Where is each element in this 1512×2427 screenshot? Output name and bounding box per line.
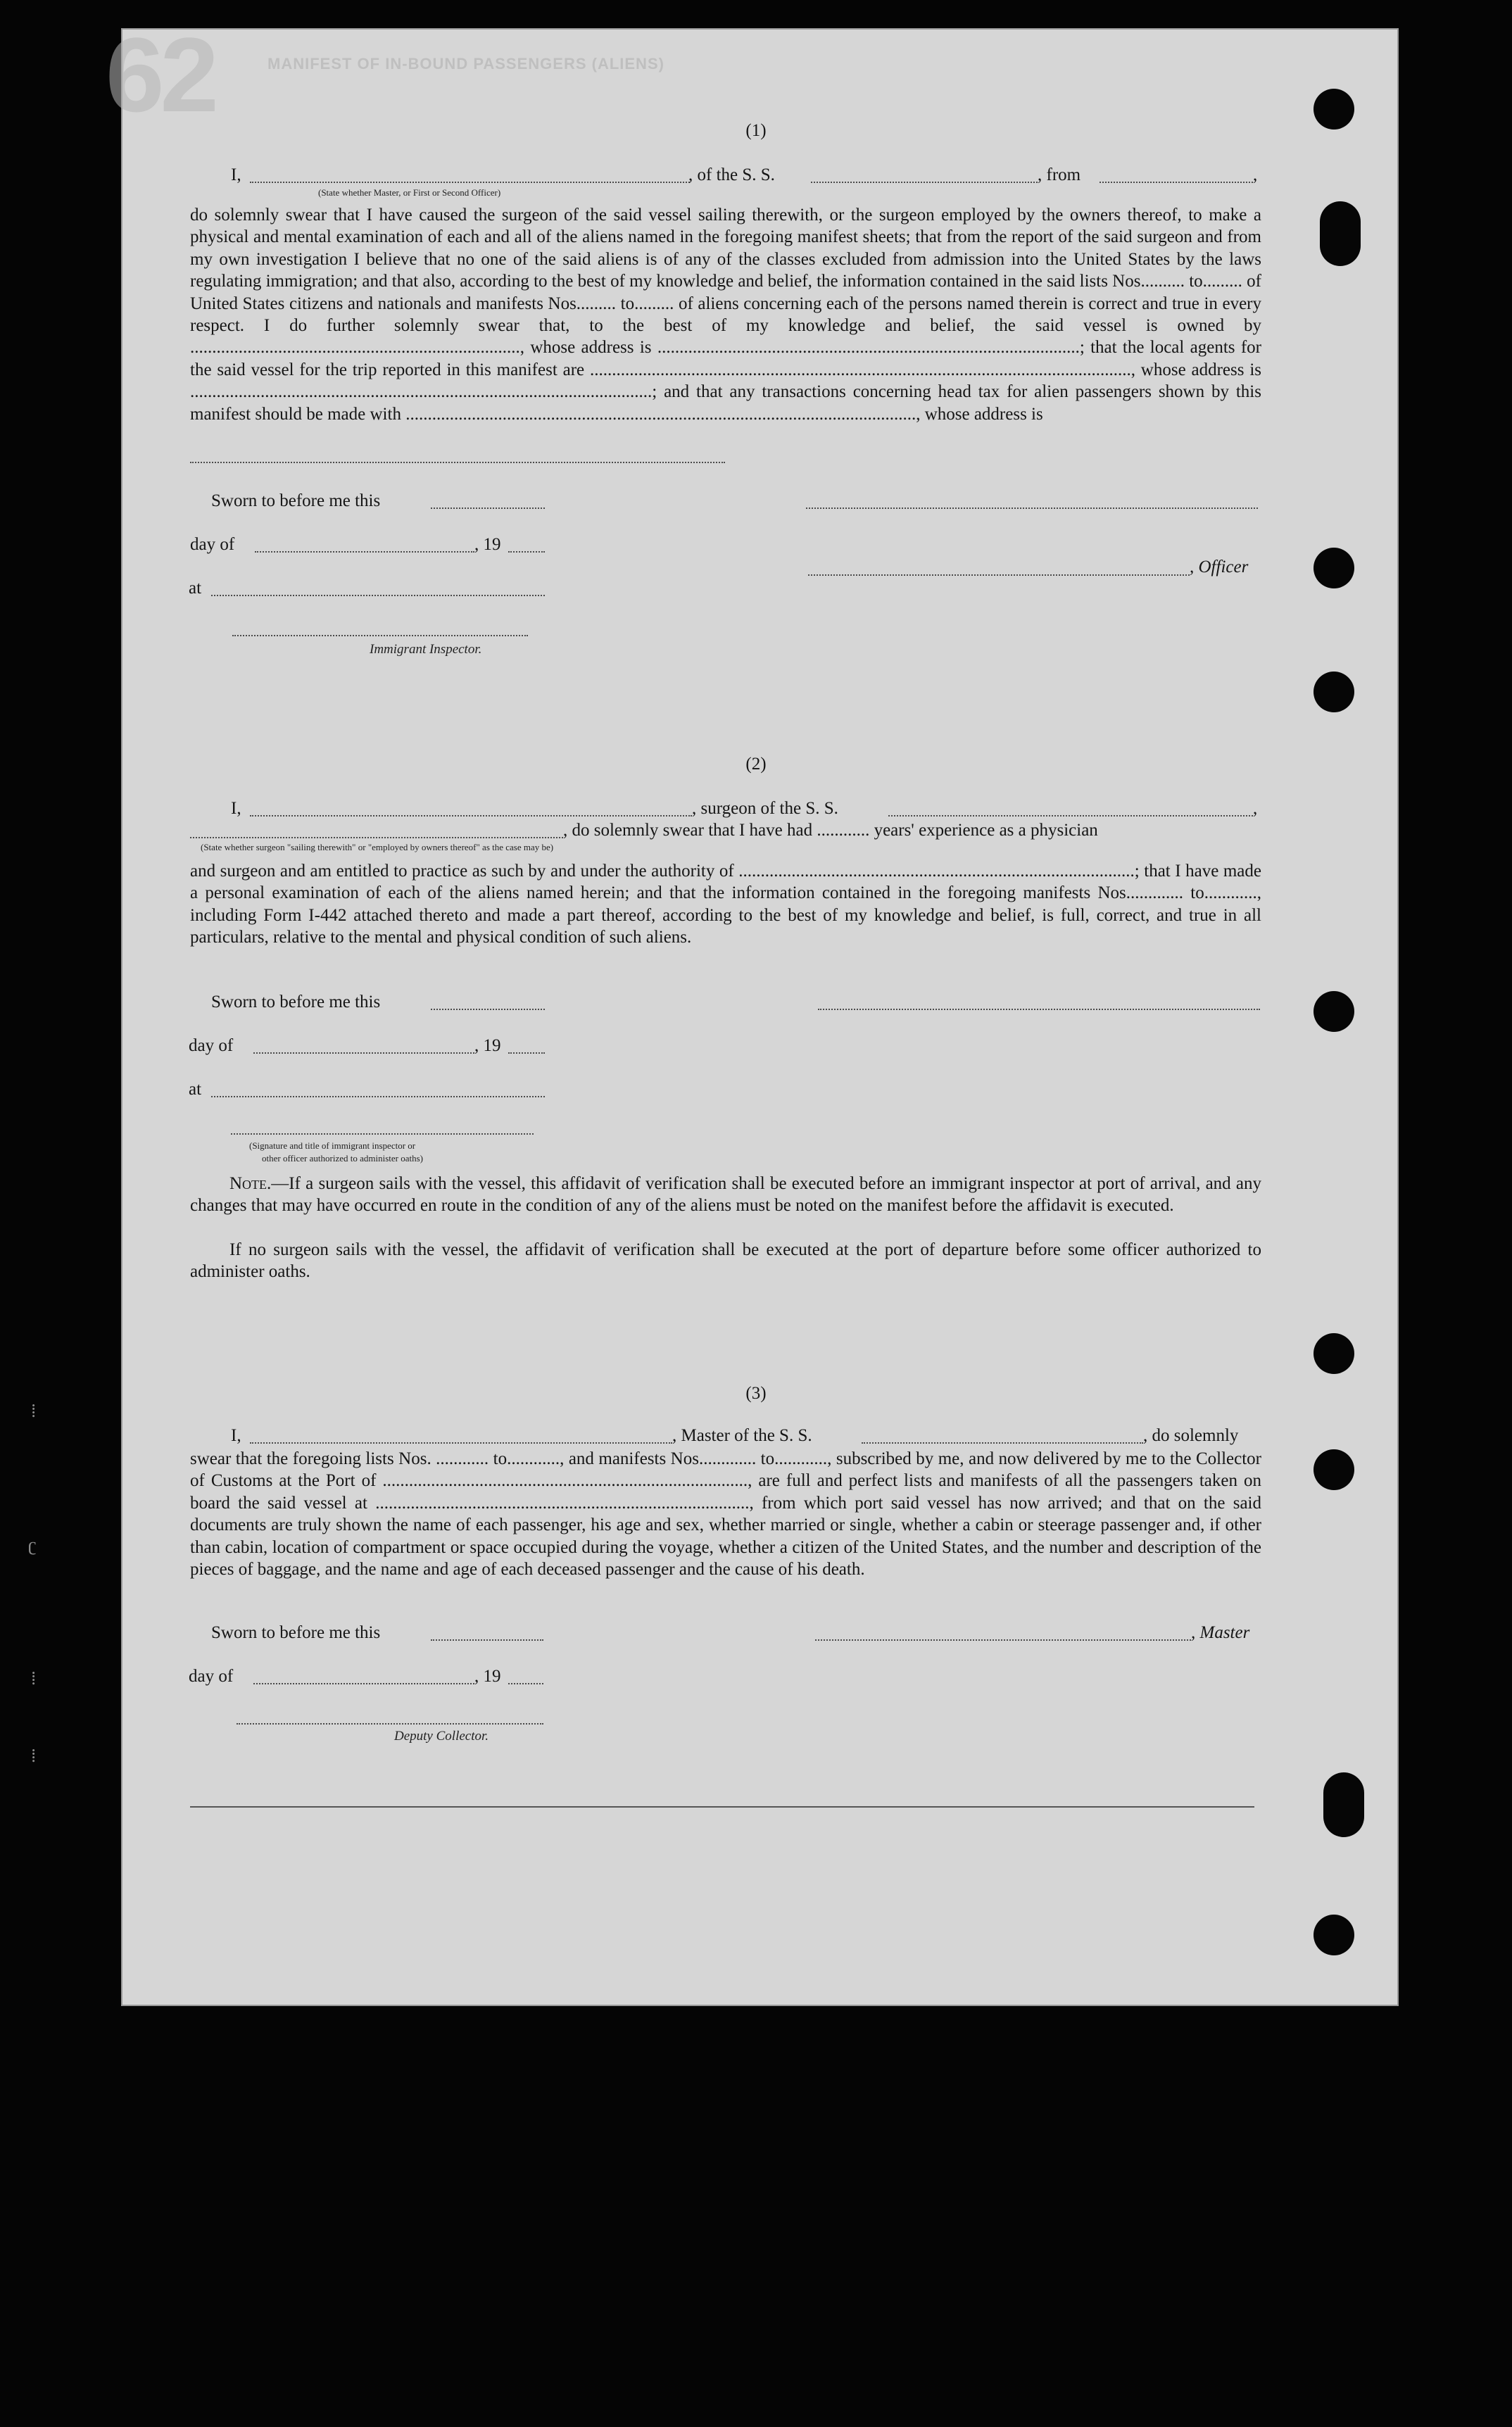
section-1-body: do solemnly swear that I have caused the surgeon of the said vessel sailing therewith, or the surgeon employed by the owners thereof, to make a physical and mental examination of each and all of the aliens named in the foregoing manifest sheets; that from the report of the said surgeon and from my own investigation I believe that no one of the said aliens is of any of the classes excluded from admission into the United States by the laws regulating immigration; and that also, according to the best of my knowledge and belief, the information contained in the said lists Nos.......... to......... of United States citizens and nationals and manifests Nos......... to......... of aliens concerning each of the persons named therein is correct and true in every respect. I do further solemnly swear that, to the best of my knowledge and belief, the said vessel is owned by ..........................................................................., whose address is ................................................................................................; that the local agents for the said vessel for the trip reported in this manifest are ..........................................................................................................................., whose address is .........................................................................................................; and that any transactions concerning head tax for alien passengers shown by this manifest should be made with ...................................................................................................................., whose address is <box>190 206 1261 424</box>
section-2-at: at <box>189 1080 202 1099</box>
section-3-sworn: Sworn to before me this <box>211 1623 381 1642</box>
section-3-line1-end: , do solemnly <box>1143 1426 1239 1445</box>
binder-hole-icon <box>1313 672 1354 712</box>
binder-hole-icon <box>1313 1449 1354 1490</box>
surgeon-signature-field[interactable] <box>818 1009 1260 1010</box>
section-2-sworn: Sworn to before me this <box>211 992 381 1011</box>
bottom-rule <box>190 1806 1254 1808</box>
officer-label: , Officer <box>1190 557 1249 576</box>
inspector-signature-field[interactable] <box>231 1133 534 1135</box>
section-1-day-of: day of <box>190 535 235 554</box>
sworn-date-field[interactable] <box>431 1009 545 1010</box>
year-field[interactable] <box>508 1052 545 1054</box>
at-place-field[interactable] <box>211 1096 545 1097</box>
section-1-at: at <box>189 579 202 598</box>
section-2-i: I, <box>231 799 241 818</box>
collector-caption: Deputy Collector. <box>394 1729 489 1744</box>
binder-hole-icon <box>1313 1333 1354 1374</box>
ghost-header: MANIFEST OF IN-BOUND PASSENGERS (ALIENS) <box>267 55 664 73</box>
section-2-caption: (State whether surgeon "sailing therewith" or "employed by owners thereof" as the case may be) <box>201 842 554 852</box>
section-3-number: (3) <box>745 1384 767 1403</box>
binder-hole-icon <box>1313 548 1354 588</box>
surgeon-vessel-field[interactable] <box>888 815 1253 817</box>
section-3-i: I, <box>231 1426 241 1445</box>
section-1-sworn: Sworn to before me this <box>211 491 381 510</box>
agent-address-field[interactable] <box>190 462 725 463</box>
section-1-from: , from <box>1038 165 1081 184</box>
ghost-stamp-number: 62 <box>106 15 215 134</box>
note-label: Note. <box>229 1174 272 1193</box>
section-3-year: , 19 <box>474 1667 501 1686</box>
edge-scan-mark: ⁞ <box>31 1668 37 1689</box>
section-2-year: , 19 <box>474 1036 501 1055</box>
section-2-note-1: Note.—If a surgeon sails with the vessel, this affidavit of verification shall be executed before an immigrant inspector at port of arrival, and any changes that may have occurred en route in the condition of any of the aliens must be noted on the manifest before the affidavit is executed. <box>190 1174 1261 1216</box>
section-1-of-ss: , of the S. S. <box>688 165 775 184</box>
officer-title-field[interactable] <box>808 574 1190 576</box>
binder-hole-icon <box>1323 1772 1364 1837</box>
inspector-caption: Immigrant Inspector. <box>370 642 482 657</box>
master-name-field[interactable] <box>250 182 690 183</box>
section-2-number: (2) <box>745 755 767 774</box>
binder-hole-icon <box>1313 1915 1354 1955</box>
sworn-date-field[interactable] <box>431 1639 543 1641</box>
vessel-name-field[interactable] <box>811 182 1038 183</box>
day-field[interactable] <box>253 1052 474 1054</box>
section-2-surgeon: , surgeon of the S. S. <box>692 799 838 818</box>
section-3-day-of: day of <box>189 1667 234 1686</box>
surgeon-name-field[interactable] <box>250 815 692 817</box>
binder-hole-icon <box>1313 991 1354 1032</box>
at-place-field[interactable] <box>211 595 545 596</box>
section-2-sig-caption-1: (Signature and title of immigrant inspector or <box>249 1140 416 1151</box>
edge-scan-mark: ʗ <box>28 1534 37 1555</box>
collector-signature-field[interactable] <box>237 1723 543 1725</box>
day-field[interactable] <box>255 551 474 553</box>
master-label: , Master <box>1191 1623 1250 1642</box>
master-name-field[interactable] <box>250 1442 672 1444</box>
from-port-field[interactable] <box>1100 182 1253 183</box>
section-1-caption: (State whether Master, or First or Second Officer) <box>318 187 501 198</box>
section-2-body: and surgeon and am entitled to practice as such by and under the authority of ..........................................................................................; that I have made a personal examination of each of the aliens named herein; and that the information contained in the foregoing manifests Nos............. to............, including Form I-442 attached thereto and made a part thereof, according to the best of my knowledge and belief, is full, correct, and true in all particulars, relative to the mental and physical condition of such aliens. <box>190 862 1261 947</box>
year-field[interactable] <box>508 1683 543 1684</box>
section-1-year: , 19 <box>474 535 501 554</box>
section-3-master-of-ss: , Master of the S. S. <box>672 1426 812 1445</box>
section-2-note-2: If no surgeon sails with the vessel, the affidavit of verification shall be executed at the port of departure before some officer authorized to administer oaths. <box>190 1240 1261 1282</box>
section-3-body: swear that the foregoing lists Nos. ............ to............, and manifests Nos............. to............, subscribed by me, and now delivered by me to the Collector of Customs at the Port of ..................................................................................., are full and perfect lists and manifests of all the passengers taken on board the said vessel at ....................................................................................., from which port said vessel has now arrived; and that on the said documents are truly shown the name of each passenger, his age and sex, whether married or single, whether a cabin or steerage passenger and, if other than cabin, location of compartment or space occupied during the voyage, whether a citizen of the United States, and the number and description of the pieces of baggage, and the name and age of each deceased passenger and the cause of his death. <box>190 1449 1261 1580</box>
edge-scan-mark: ⁞ <box>31 1746 37 1766</box>
surgeon-status-field[interactable] <box>190 837 563 838</box>
master-signature-field[interactable] <box>815 1639 1191 1641</box>
sworn-date-field[interactable] <box>431 508 545 509</box>
section-2-line2: , do solemnly swear that I have had ............ years' experience as a physician <box>563 821 1098 840</box>
inspector-signature-field[interactable] <box>232 635 528 636</box>
section-2-sig-caption-2: other officer authorized to administer oaths) <box>262 1153 423 1164</box>
section-2-day-of: day of <box>189 1036 234 1055</box>
day-field[interactable] <box>253 1683 474 1684</box>
section-1-number: (1) <box>745 121 767 140</box>
vessel-name-field[interactable] <box>862 1442 1143 1444</box>
edge-scan-mark: ⁞ <box>31 1401 37 1421</box>
binder-hole-icon <box>1320 201 1361 266</box>
year-field[interactable] <box>508 551 545 553</box>
officer-signature-field[interactable] <box>806 508 1258 509</box>
section-1-i: I, <box>231 165 241 184</box>
